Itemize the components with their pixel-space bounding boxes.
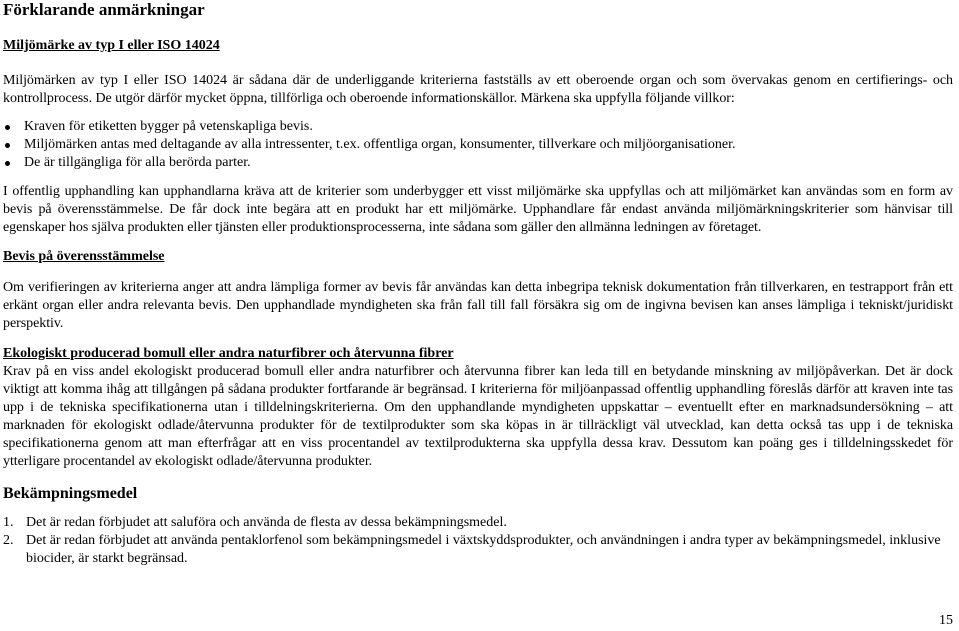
section-heading-miljomarke: Miljömärke av typ I eller ISO 14024 [3, 38, 220, 53]
list-item-text: De är tillgängliga för alla berörda parter. [24, 155, 251, 170]
section1-intro: Miljömärken av typ I eller ISO 14024 är sådana där de underliggande kriterierna fastställs av ett oberoende organ och som övervakas genom en certifierings- och kontrollprocess. De utgör därför mycket öppna, tillförliga och oberoende informationskällor. Märkena ska uppfylla följande villkor: [3, 73, 953, 106]
conditions-list [3, 118, 953, 172]
list-item [3, 532, 953, 568]
spacer [3, 172, 953, 183]
bullet-icon [5, 125, 10, 130]
list-item-text: Miljömärken antas med deltagande av alla intressenter, t.ex. offentliga organ, konsumenter, tillverkare och miljöorganisationer. [24, 137, 736, 152]
list-item-number: 2. [3, 533, 14, 548]
bullet-icon [5, 143, 10, 148]
list-item-text: Det är redan förbjudet att saluföra och använda de flesta av dessa bekämpningsmedel. [26, 515, 507, 530]
pesticide-list [3, 514, 953, 568]
list-item-text: Det är redan förbjudet att använda pentaklorfenol som bekämpningsmedel i växtskyddsprodukter, och användningen i andra typer av bekämpningsmedel, inklusive biocider, är starkt begränsad. [26, 533, 941, 566]
section1-paragraph: I offentlig upphandling kan upphandlarna kräva att de kriterier som underbygger ett visst miljömärke ska uppfyllas och att miljömärket kan användas som en form av bevis på överensstämmelse. De får dock inte begära att en produkt har ett miljömärke. Upphandlare får endast använda miljömärkningskriterier som hänvisar till egenskaper hos själva produkten eller tjänsten eller produktionsprocesserna, inte sådana som gäller den allmänna ledningen av företaget. [3, 184, 953, 235]
spacer [3, 108, 953, 118]
spacer [3, 503, 953, 514]
list-item-text: Kraven för etiketten bygger på vetenskapliga bevis. [24, 119, 313, 134]
list-item [3, 136, 953, 154]
spacer [3, 237, 953, 248]
section3-paragraph: Krav på en viss andel ekologiskt producerad bomull eller andra naturfibrer och återvunna fibrer kan leda till en betydande minskning av miljöpåverkan. Det är dock viktigt att komma ihåg att tillgången på sådana produkter fortfarande är begränsad. I kriterierna för miljöanpassad offentlig upphandling föreslås därför att kraven inte tas upp i de tekniska specifikationerna utan i tilldelningskriterierna. Om den upphandlande myndigheten uppskattar – eventuellt efter en marknadsundersökning – att marknaden för ekologiskt odlade/återvunna produkter för de textilprodukter som ska köpas in är tillräckligt väl utvecklad, kan detta också tas upp i de tekniska specifikationerna genom att man efterfrågar att en viss procentandel av textilprodukterna ska uppfylla dessa krav. Dessutom kan poäng ges i tilldelningsskedet för ytterligare procentandel av ekologiskt odlade/återvunna produkter. [3, 364, 953, 469]
bullet-icon [5, 161, 10, 166]
list-item [3, 514, 953, 532]
spacer [3, 333, 953, 345]
section-heading-bomull: Ekologiskt producerad bomull eller andra naturfibrer och återvunna fibrer [3, 346, 454, 361]
list-item-number: 1. [3, 515, 14, 530]
section2-paragraph: Om verifieringen av kriterierna anger att andra lämpliga former av bevis får användas kan detta inbegripa teknisk dokumentation från tillverkaren, en testrapport från ett erkänt organ eller andra relevanta bevis. Den upphandlade myndigheten ska från fall till fall försäkra sig om de ingivna bevisen kan anses lämpliga i tekniskt/juridiskt perspektiv. [3, 280, 953, 331]
section-heading-bekampningsmedel: Bekämpningsmedel [3, 485, 138, 502]
page-number: 15 [939, 613, 953, 628]
list-item [3, 154, 953, 172]
spacer [3, 55, 953, 72]
spacer [3, 20, 953, 37]
spacer [3, 471, 953, 485]
spacer [3, 266, 953, 279]
list-item [3, 118, 953, 136]
section-heading-bevis: Bevis på överensstämmelse [3, 249, 165, 264]
document-title: Förklarande anmärkningar [3, 0, 205, 19]
document-page [3, 0, 953, 568]
